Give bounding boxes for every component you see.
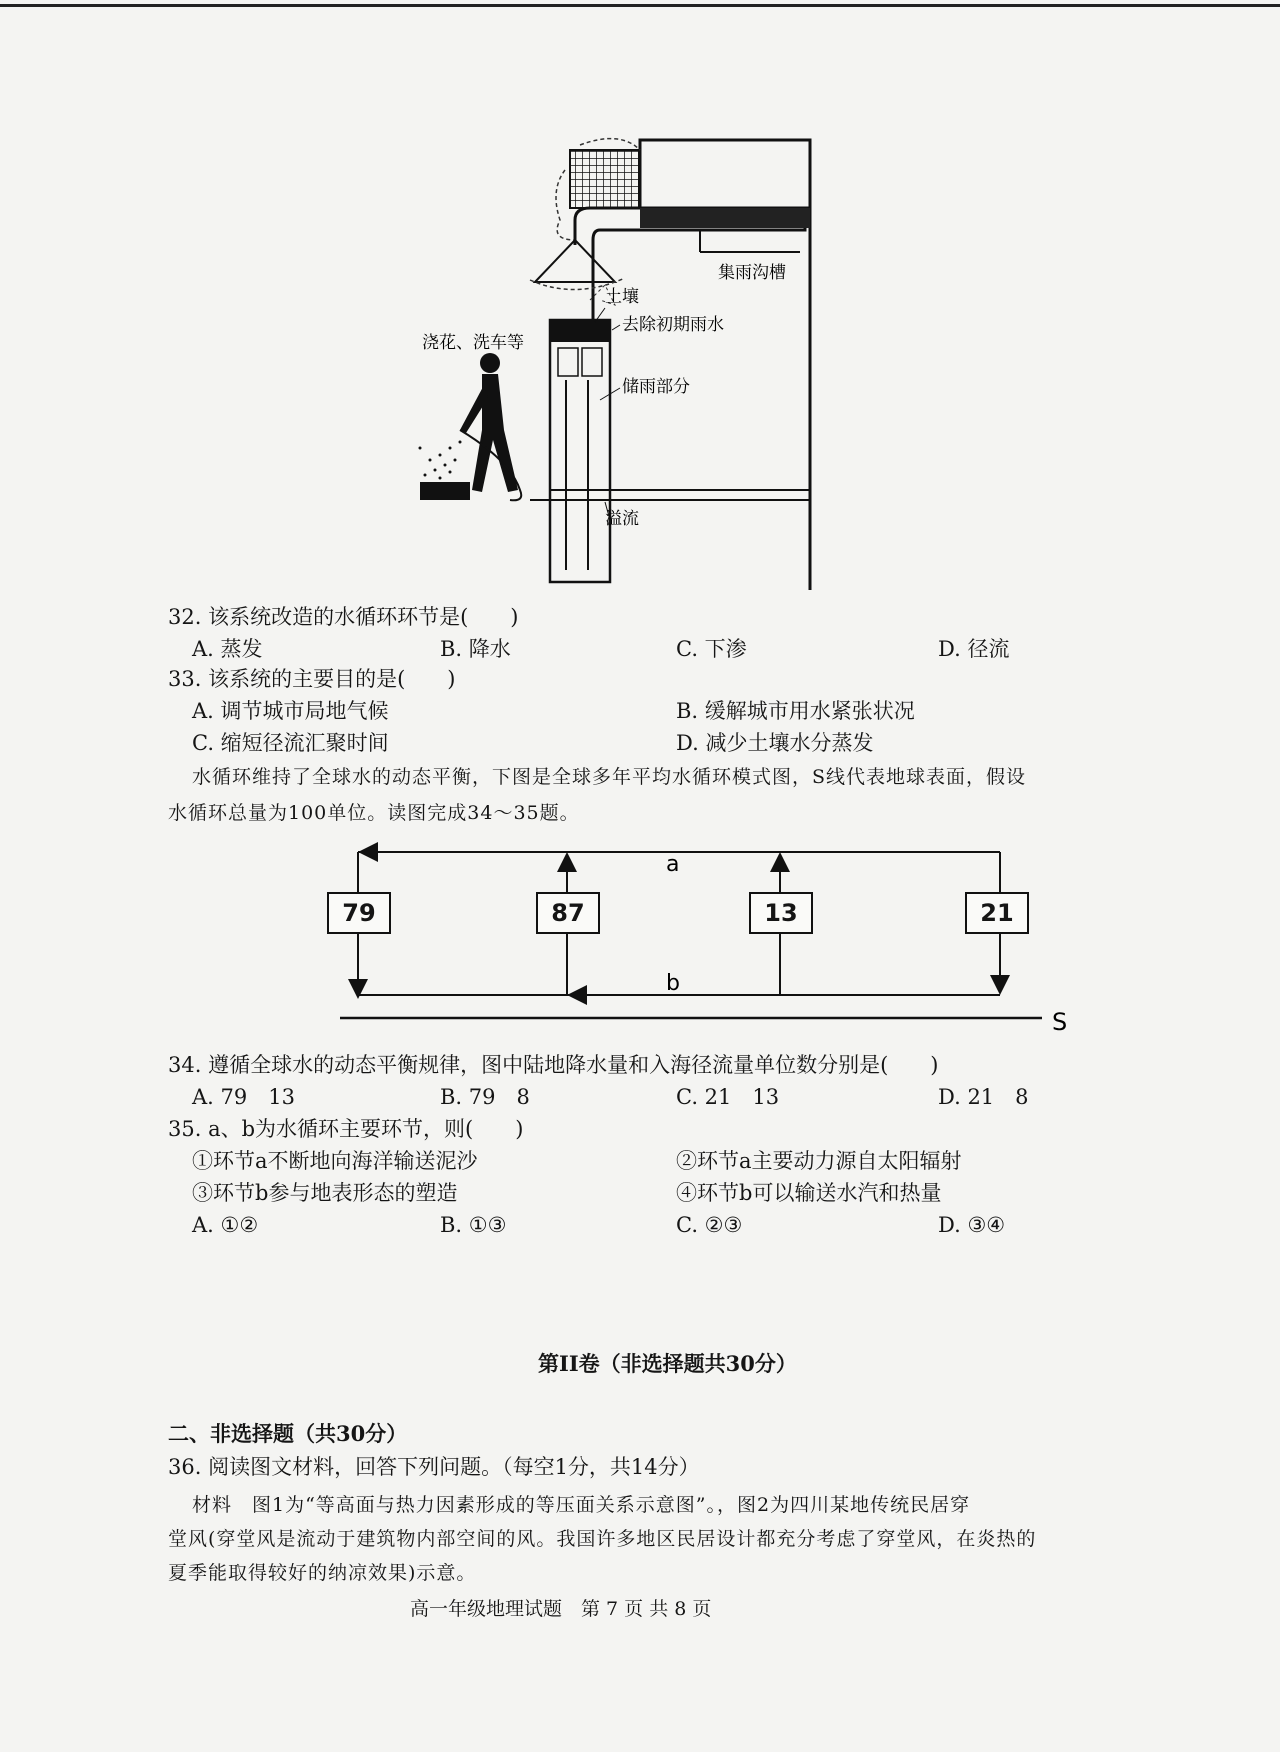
q32-option-a: A. 蒸发: [192, 637, 263, 661]
material-line-2: 堂风(穿堂风是流动于建筑物内部空间的风。我国许多地区民居设计都充分考虑了穿堂风，在炎热的: [168, 1528, 1037, 1550]
q35-option-c: C. ②③: [676, 1213, 743, 1237]
gutter-mesh: [570, 150, 640, 208]
q32-option-d: D. 径流: [938, 637, 1010, 661]
question-35-stem: 35. a、b为水循环主要环节，则( ): [168, 1117, 524, 1141]
box-79: 79: [327, 892, 391, 934]
q32-option-b: B. 降水: [440, 637, 511, 661]
label-s: S: [1052, 1008, 1068, 1036]
q35-option-b: B. ①③: [440, 1213, 507, 1237]
label-a: a: [666, 852, 680, 877]
box-87: 87: [536, 892, 600, 934]
label-overflow: 溢流: [605, 509, 639, 529]
q34-option-d: D. 21 8: [938, 1085, 1029, 1109]
part-2-title: 第II卷（非选择题共30分）: [538, 1351, 797, 1376]
storage-tank: [550, 320, 610, 582]
rainwater-system-figure: [400, 130, 920, 600]
water-cycle-diagram: [310, 840, 1090, 1040]
label-gutter: 集雨沟槽: [718, 263, 786, 283]
intro-line-2: 水循环总量为100单位。读图完成34～35题。: [168, 802, 580, 824]
q35-statement-1: ①环节a不断地向海洋输送泥沙: [192, 1149, 478, 1173]
person-watering-icon: [420, 353, 518, 500]
question-33-stem: 33. 该系统的主要目的是( ): [168, 667, 456, 691]
building-top: [640, 140, 810, 208]
q35-option-a: A. ①②: [192, 1213, 259, 1237]
q32-option-c: C. 下渗: [676, 637, 747, 661]
q34-option-a: A. 79 13: [192, 1085, 295, 1109]
part-2-heading: 二、非选择题（共30分）: [168, 1421, 408, 1446]
label-watering: 浇花、洗车等: [422, 333, 524, 353]
intro-line-1: 水循环维持了全球水的动态平衡，下图是全球多年平均水循环模式图，S线代表地球表面，假设: [192, 766, 1027, 788]
q35-statement-4: ④环节b可以输送水汽和热量: [676, 1181, 942, 1205]
q33-option-d: D. 减少土壤水分蒸发: [676, 731, 874, 755]
q35-statement-3: ③环节b参与地表形态的塑造: [192, 1181, 458, 1205]
label-storage: 储雨部分: [622, 377, 690, 397]
label-soil: 土壤: [605, 287, 639, 307]
q33-option-b: B. 缓解城市用水紧张状况: [676, 699, 915, 723]
q34-option-b: B. 79 8: [440, 1085, 530, 1109]
q33-option-c: C. 缩短径流汇聚时间: [192, 731, 389, 755]
page-footer: 高一年级地理试题 第 7 页 共 8 页: [410, 1598, 712, 1620]
top-border: [0, 4, 1280, 7]
q35-statement-2: ②环节a主要动力源自太阳辐射: [676, 1149, 962, 1173]
question-36-stem: 36. 阅读图文材料，回答下列问题。（每空1分，共14分）: [168, 1455, 700, 1479]
q33-option-a: A. 调节城市局地气候: [192, 699, 389, 723]
box-21: 21: [965, 892, 1029, 934]
label-remove-initial: 去除初期雨水: [622, 315, 724, 335]
material-line-1: 材料 图1为“等高面与热力因素形成的等压面关系示意图”。，图2为四川某地传统民居穿: [192, 1494, 971, 1516]
box-13: 13: [749, 892, 813, 934]
material-line-3: 夏季能取得较好的纳凉效果)示意。: [168, 1562, 477, 1584]
q35-option-d: D. ③④: [938, 1213, 1006, 1237]
q34-option-c: C. 21 13: [676, 1085, 780, 1109]
label-b: b: [666, 971, 680, 996]
question-32-stem: 32. 该系统改造的水循环环节是( ): [168, 605, 519, 629]
question-34-stem: 34. 遵循全球水的动态平衡规律，图中陆地降水量和入海径流量单位数分别是( ): [168, 1053, 939, 1077]
